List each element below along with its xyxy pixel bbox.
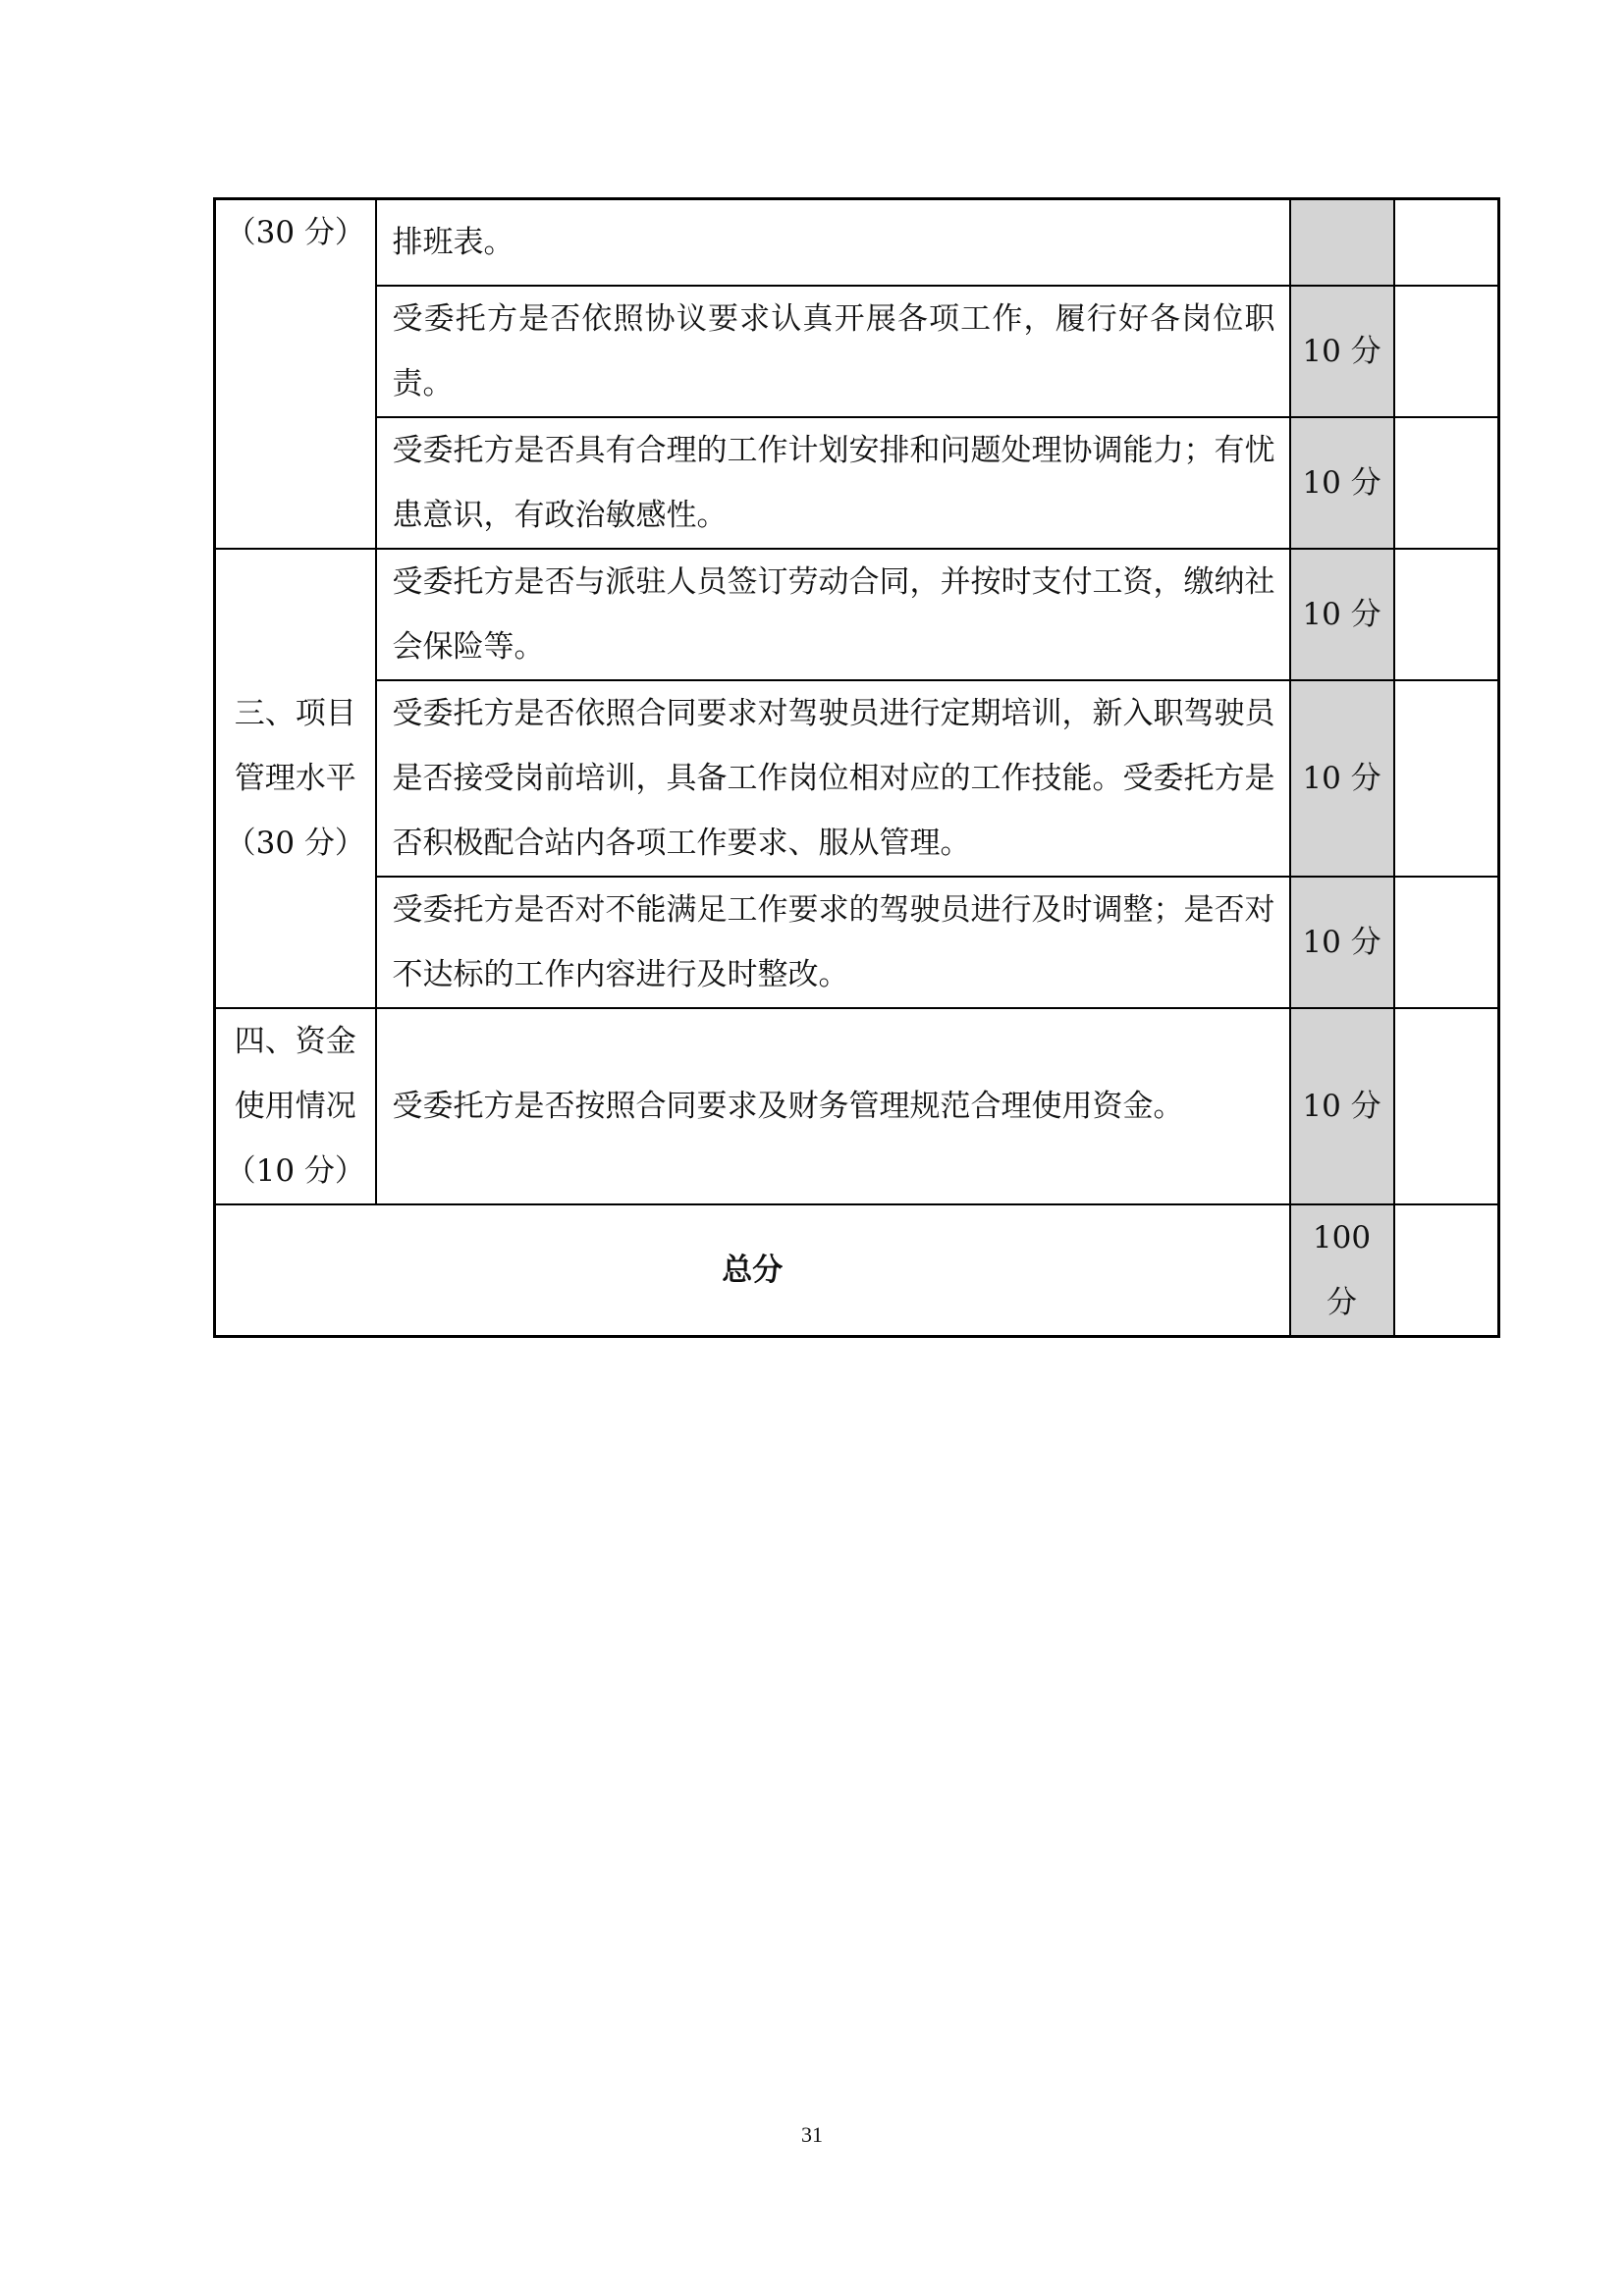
actual-score-cell: [1394, 877, 1499, 1008]
total-actual-score-cell: [1394, 1204, 1499, 1337]
points-cell: 10 分: [1290, 680, 1394, 877]
points-cell: 10 分: [1290, 286, 1394, 417]
points-cell: 10 分: [1290, 549, 1394, 680]
criterion-cell: 受委托方是否按照合同要求及财务管理规范合理使用资金。: [376, 1008, 1290, 1204]
points-cell: [1290, 199, 1394, 286]
total-points-value: 100: [1312, 1219, 1372, 1255]
total-points-cell: [1290, 1204, 1394, 1337]
points-cell: 10 分: [1290, 1008, 1394, 1204]
criterion-cell: 排班表。: [376, 199, 1290, 286]
criterion-cell: 受委托方是否具有合理的工作计划安排和问题处理协调能力；有忧患意识，有政治敏感性。: [376, 417, 1290, 549]
criterion-cell: 受委托方是否依照合同要求对驾驶员进行定期培训，新入职驾驶员是否接受岗前培训，具备工作岗位相对应的工作技能。受委托方是否积极配合站内各项工作要求、服从管理。: [376, 680, 1290, 877]
actual-score-cell: [1394, 549, 1499, 680]
table-row: [215, 877, 1499, 1008]
actual-score-cell: [1394, 199, 1499, 286]
total-points-unit: 分: [1326, 1284, 1357, 1320]
section3-category-cell: [215, 549, 376, 1008]
section4-score-label: （10 分）: [225, 1152, 365, 1189]
points-cell: 10 分: [1290, 877, 1394, 1008]
criterion-cell: 受委托方是否对不能满足工作要求的驾驶员进行及时调整；是否对不达标的工作内容进行及时整改。: [376, 877, 1290, 1008]
actual-score-cell: [1394, 286, 1499, 417]
actual-score-cell: [1394, 680, 1499, 877]
criterion-cell: 受委托方是否与派驻人员签订劳动合同，并按时支付工资，缴纳社会保险等。: [376, 549, 1290, 680]
table-row: [215, 1008, 1499, 1204]
table-row: [215, 680, 1499, 877]
section2-category-cell: [215, 199, 376, 549]
table-row: [215, 417, 1499, 549]
page-number: 31: [801, 2122, 823, 2147]
section3-title-line1: 三、项目: [234, 695, 356, 731]
points-cell: 10 分: [1290, 417, 1394, 549]
table-row: [215, 286, 1499, 417]
actual-score-cell: [1394, 417, 1499, 549]
section3-score-label: （30 分）: [225, 825, 365, 861]
total-row: [215, 1204, 1499, 1337]
table-row: [215, 199, 1499, 286]
total-label: 总分: [215, 1204, 1290, 1337]
table-row: [215, 549, 1499, 680]
actual-score-cell: [1394, 1008, 1499, 1204]
section4-category-cell: [215, 1008, 376, 1204]
section2-score-label: （30 分）: [225, 215, 365, 250]
score-table: [213, 197, 1500, 1338]
section4-title-line2: 使用情况: [234, 1088, 356, 1124]
section4-title-line1: 四、资金: [234, 1023, 356, 1059]
criterion-cell: 受委托方是否依照协议要求认真开展各项工作，履行好各岗位职责。: [376, 286, 1290, 417]
section3-title-line2: 管理水平: [234, 760, 356, 796]
